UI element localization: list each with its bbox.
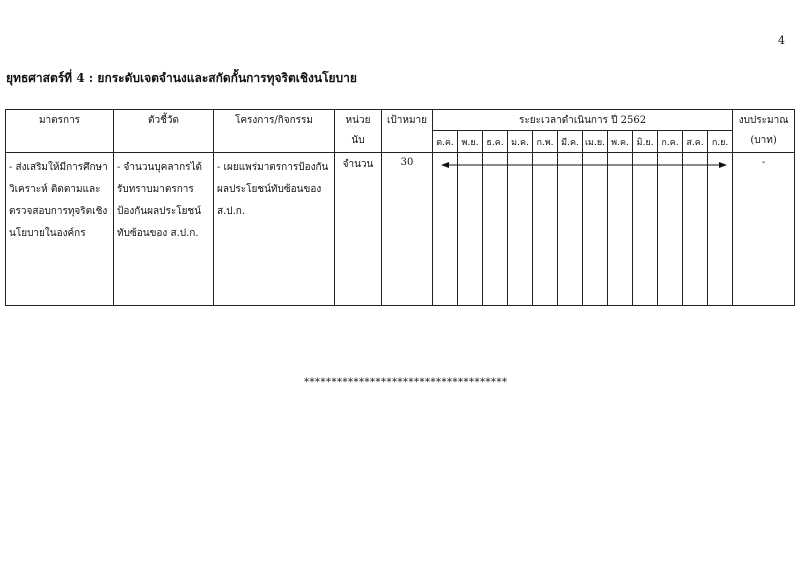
- header-unit-line2: นับ: [351, 135, 365, 146]
- cell-month: [708, 153, 733, 306]
- header-target: เป้าหมาย: [382, 110, 433, 153]
- header-budget-line1: งบประมาณ: [738, 115, 789, 126]
- cell-month: [608, 153, 633, 306]
- cell-measure: - ส่งเสริมให้มีการศึกษาวิเคราะห์ ติดตามและตรวจสอบการทุจริตเชิงนโยบายในองค์กร: [6, 153, 114, 306]
- cell-month: [433, 153, 458, 306]
- month-apr: เม.ย.: [583, 131, 608, 153]
- cell-unit: จำนวน: [335, 153, 382, 306]
- cell-month: [483, 153, 508, 306]
- cell-indicator: - จำนวนบุคลากรได้รับทราบมาตรการป้องกันผลประโยชน์ทับซ้อนของ ส.ป.ก.: [114, 153, 214, 306]
- month-may: พ.ค.: [608, 131, 633, 153]
- month-nov: พ.ย.: [458, 131, 483, 153]
- footer-stars: *************************************: [304, 377, 508, 388]
- cell-month: [633, 153, 658, 306]
- header-measure: มาตรการ: [6, 110, 114, 153]
- cell-month: [508, 153, 533, 306]
- arrow-left-head-icon: [441, 162, 449, 168]
- period-arrow: [441, 160, 727, 170]
- table-row: [6, 153, 795, 306]
- cell-month: [658, 153, 683, 306]
- cell-budget: -: [733, 153, 795, 306]
- cell-month: [583, 153, 608, 306]
- month-jul: ก.ค.: [658, 131, 683, 153]
- header-period: ระยะเวลาดำเนินการ ปี 2562: [433, 110, 733, 131]
- month-aug: ส.ค.: [683, 131, 708, 153]
- header-project: โครงการ/กิจกรรม: [214, 110, 335, 153]
- month-mar: มี.ค.: [558, 131, 583, 153]
- cell-project: - เผยแพร่มาตรการป้องกันผลประโยชน์ทับซ้อนของ ส.ป.ก.: [214, 153, 335, 306]
- header-indicator: ตัวชี้วัด: [114, 110, 214, 153]
- action-plan-table: [5, 109, 795, 306]
- strategy-heading: ยุทธศาสตร์ที่ 4 : ยกระดับเจตจำนงและสกัดกั้นการทุจริตเชิงนโยบาย: [6, 71, 357, 85]
- header-budget-line2: (บาท): [750, 135, 777, 146]
- month-dec: ธ.ค.: [483, 131, 508, 153]
- month-feb: ก.พ.: [533, 131, 558, 153]
- cell-month: [533, 153, 558, 306]
- month-oct: ต.ค.: [433, 131, 458, 153]
- header-unit-line1: หน่วย: [345, 115, 371, 126]
- header-unit: [335, 110, 382, 153]
- header-budget: [733, 110, 795, 153]
- month-jun: มิ.ย.: [633, 131, 658, 153]
- month-sep: ก.ย.: [708, 131, 733, 153]
- cell-month: [683, 153, 708, 306]
- page-number: 4: [778, 34, 785, 47]
- month-jan: ม.ค.: [508, 131, 533, 153]
- cell-month: [458, 153, 483, 306]
- arrow-right-head-icon: [719, 162, 727, 168]
- cell-month: [558, 153, 583, 306]
- cell-target: 30: [382, 153, 433, 306]
